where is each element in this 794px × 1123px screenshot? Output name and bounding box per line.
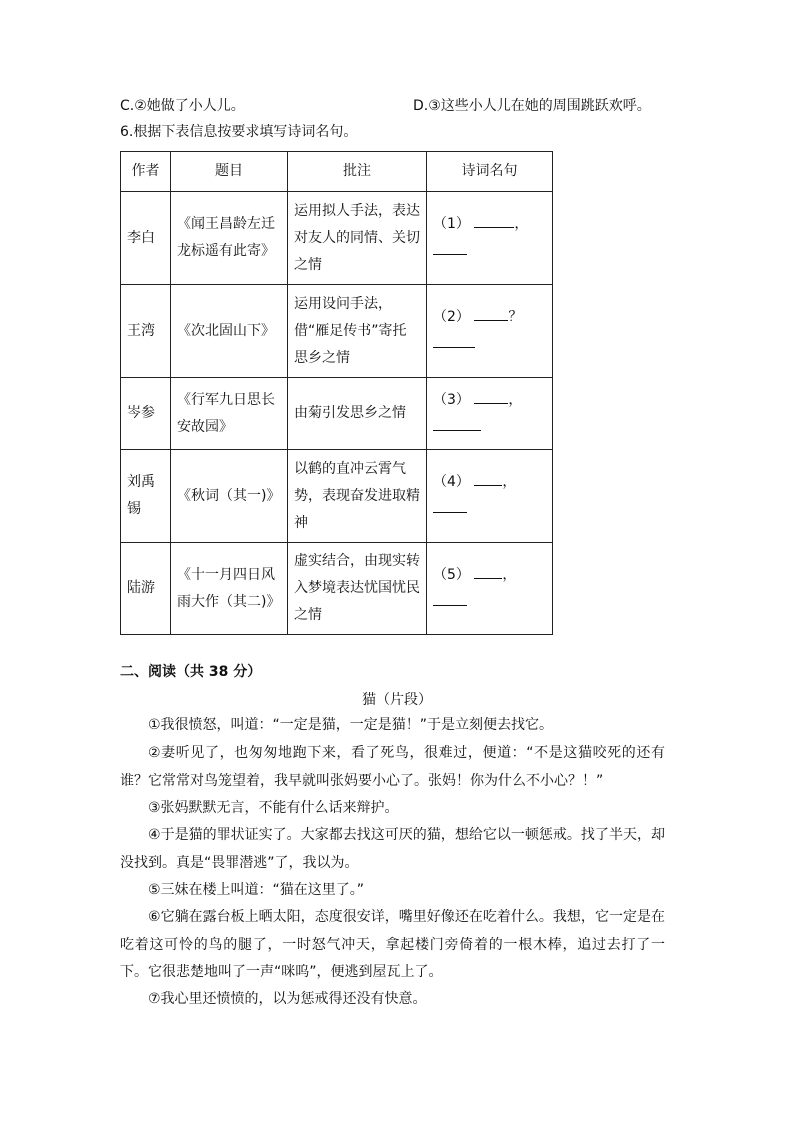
answer-blank[interactable]: [433, 240, 467, 255]
blank-number: （3）: [433, 391, 470, 408]
table-row: [121, 378, 553, 450]
table-row: [121, 543, 553, 635]
answer-blank[interactable]: [433, 498, 467, 513]
title-cell: 《行军九日思长安故园》: [171, 378, 288, 450]
blank-punct: ，: [508, 391, 523, 408]
paragraph-6: ⑥它躺在露台板上晒太阳，态度很安详，嘴里好像还在吃着什么。我想，它一定是在吃着这可怜的鸟的腿了，一时怒气冲天，拿起楼门旁倚着的一根木棒，追过去打了一下。它很悲楚地叫了一声“咪呜”，便逃到屋瓦上了。: [120, 909, 665, 980]
note-cell: 由菊引发思乡之情: [288, 378, 427, 450]
paragraph-5: ⑤三妹在楼上叫道：“猫在这里了。”: [148, 882, 365, 898]
author-cell: 岑参: [121, 378, 171, 450]
header-note: 批注: [288, 152, 427, 192]
answer-blank[interactable]: [474, 564, 502, 579]
note-cell: 以鹤的直冲云霄气势，表现奋发进取精神: [288, 450, 427, 543]
paragraph-7: ⑦我心里还愤愤的，以为惩戒得还没有快意。: [148, 991, 427, 1007]
author-cell: 李白: [121, 192, 171, 285]
blank-number: （2）: [433, 309, 470, 325]
title-cell: 《闻王昌龄左迁龙标遥有此寄》: [171, 192, 288, 285]
author-cell: 陆游: [121, 543, 171, 635]
header-verse: 诗词名句: [427, 152, 553, 192]
note-cell: 运用拟人手法，表达对友人的同情、关切之情: [288, 192, 427, 285]
verse-cell: [427, 285, 553, 378]
answer-blank[interactable]: [433, 591, 467, 606]
paragraph-4: ④于是猫的罪状证实了。大家都去找这可厌的猫，想给它以一顿惩戒。找了半天，却没找到。真是“畏罪潜逃”了，我以为。: [120, 827, 665, 871]
paragraph-3: ③张妈默默无言，不能有什么话来辩护。: [148, 800, 399, 816]
paragraph-1: ①我很愤怒，叫道：“一定是猫，一定是猫！”于是立刻便去找它。: [148, 717, 554, 733]
paragraph-2: ②妻听见了，也匆匆地跑下来，看了死鸟，很难过，便道：“不是这猫咬死的还有谁？它常常对鸟笼望着，我早就叫张妈要小心了。张妈！你为什么不小心？！”: [120, 745, 665, 789]
table-row: [121, 285, 553, 378]
passage-title: 猫（片段）: [362, 692, 432, 708]
answer-blank[interactable]: [474, 471, 502, 486]
verse-cell: [427, 192, 553, 285]
answer-blank[interactable]: [433, 333, 475, 348]
section-heading: 二、阅读（共 38 分）: [120, 664, 262, 680]
option-c: C.②她做了小人儿。: [120, 98, 245, 114]
table-row: [121, 450, 553, 543]
note-cell: 运用设问手法，借“雁足传书”寄托思乡之情: [288, 285, 427, 378]
table-header-row: [121, 152, 553, 192]
blank-punct: ，: [502, 566, 517, 583]
answer-blank[interactable]: [474, 306, 508, 321]
answer-blank[interactable]: [474, 213, 514, 228]
title-cell: 《次北固山下》: [171, 285, 288, 378]
header-author: 作者: [121, 152, 171, 192]
option-d: D.③这些小人儿在她的周围跳跃欢呼。: [413, 98, 651, 114]
table-row: [121, 192, 553, 285]
answer-blank[interactable]: [474, 389, 508, 404]
poem-table: [120, 151, 553, 635]
verse-cell: [427, 450, 553, 543]
header-title: 题目: [171, 152, 288, 192]
author-cell: 刘禹锡: [121, 450, 171, 543]
question-6-stem: 6.根据下表信息按要求填写诗词名句。: [120, 124, 358, 140]
title-cell: 《十一月四日风雨大作（其二)》: [171, 543, 288, 635]
blank-punct: ，: [514, 216, 529, 232]
answer-blank[interactable]: [433, 416, 481, 431]
verse-cell: [427, 543, 553, 635]
title-cell: 《秋词（其一)》: [171, 450, 288, 543]
author-cell: 王湾: [121, 285, 171, 378]
note-cell: 虚实结合，由现实转入梦境表达忧国忧民之情: [288, 543, 427, 635]
blank-punct: ，: [502, 474, 517, 490]
verse-cell: [427, 378, 553, 450]
blank-number: （4）: [433, 474, 470, 490]
blank-number: （5）: [433, 566, 470, 583]
blank-punct: ？: [508, 309, 523, 325]
blank-number: （1）: [433, 216, 470, 232]
